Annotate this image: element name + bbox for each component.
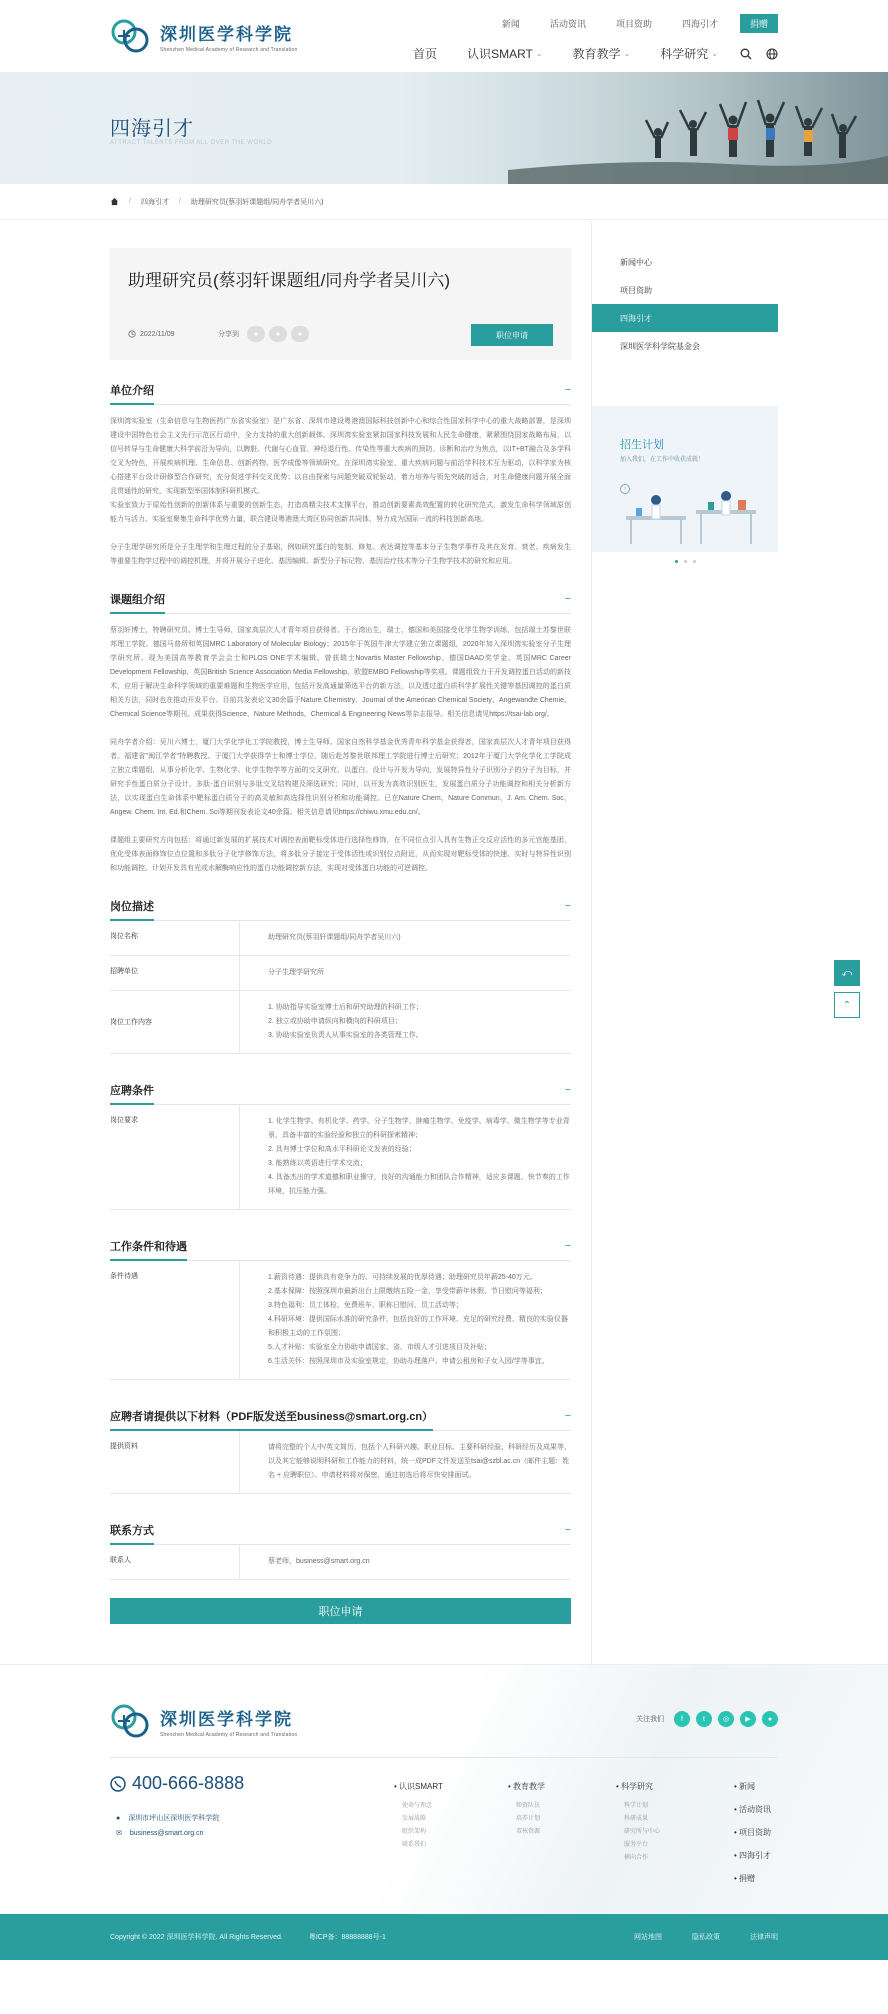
- phone-number: 400-666-8888: [132, 1773, 245, 1793]
- footer-link[interactable]: 培养计划: [516, 1816, 541, 1822]
- kv-key: 联系人: [110, 1545, 240, 1579]
- group-paragraph: 蔡羽轩博士，特聘研究员、博士生导师，国家高层次人才青年项目获得者。于台湾出生，瑞士、德国和美国接受化学生物学训练，包括瑞士苏黎世联邦理工学院、德国马普所和英国MRC Laboratory of Molecular Biology；2015年于英国牛津大学建立独立课题组，2020年加入深圳湾实验室分子生理学研究所。现为美国高等教育学会会士和PLOS ONE学术编辑。曾获瑞士Novartis Master Fellowship、德国DAAD奖学金、英国MRC Career Development Fellowship、英国British Science Association Media Fellowship、欧盟EMBO Fellowship等奖项。课题组致力于开发调控蛋白活动的新技术，应用于解决生命科学领域的重要难题和生物医学应用，包括开发高通量筛选平台的新方法，以及透过蛋白质科学扩展性关键等基因调控的蛋白质相关方法，同时也在推动开发平台。目前共发表论文30余篇于Nature Chemistry、Journal of the American Chemical Society、Angewandte Chemie、Chemical Science等期刊。成果获得Science、Nature Methods、Chemical & Engineering News等杂志报导。相关信息请见https://tsai-lab.org/。: [110, 627, 571, 718]
- arrow-right-icon[interactable]: ›: [620, 484, 630, 494]
- footer-email[interactable]: [116, 1829, 204, 1837]
- kv-value-line: 2.基本保障：按照深圳市最新出台上限缴纳五险一金，享受带薪年休假、节日慰问等福利；: [268, 1288, 547, 1295]
- kv-value-line: 4.科研环境：提供国际水准的研究条件，包括良好的工作环境、充足的研究经费、精良的实验仪器和积极主动的工作氛围；: [268, 1316, 568, 1337]
- footer-link[interactable]: 科学计划: [624, 1803, 649, 1809]
- chevron-down-icon: ⌄: [623, 49, 631, 58]
- collapse-icon[interactable]: −: [564, 593, 571, 605]
- top-link-funding[interactable]: 项目资助: [615, 19, 652, 29]
- section-unit-header[interactable]: [110, 382, 571, 405]
- footer-link[interactable]: 组织架构: [402, 1829, 427, 1835]
- nav-about[interactable]: [467, 45, 543, 62]
- breadcrumb: [0, 184, 888, 220]
- qq-share-icon[interactable]: ●: [291, 326, 309, 342]
- kv-row: [110, 956, 571, 991]
- footer-col-heading-label: 认识SMART: [399, 1782, 443, 1791]
- address-text: 深圳市坪山区深圳医学科学院: [128, 1815, 220, 1822]
- footer-quick-link-label: 捐赠: [739, 1874, 756, 1883]
- footer-link[interactable]: 科研成果: [624, 1816, 649, 1822]
- breadcrumb-separator: /: [129, 198, 131, 205]
- kv-key: 提供资料: [110, 1431, 240, 1493]
- footer-quick-link-label: 新闻: [739, 1782, 756, 1791]
- kv-value-line: 4. 具备杰出的学术道德和职业操守，良好的沟通能力和团队合作精神，适应多课题、快节奏的工作环境，抗压能力强。: [268, 1174, 570, 1195]
- kv-row: [110, 1105, 571, 1210]
- share-icon: ⤺: [841, 967, 853, 979]
- section-group: [110, 591, 571, 876]
- clock-icon: [128, 330, 136, 338]
- twitter-icon[interactable]: t: [696, 1711, 712, 1727]
- section-work-header[interactable]: [110, 1238, 571, 1261]
- kv-value: 请将完整的个人中/英文简历，包括个人科研兴趣、职业目标、主要科研经验、科研经历及成果等，以及其它能够说明科研和工作能力的材料，统一成PDF文件发送至tsai@szbl.ac.cn（邮件主题：姓名 + 应聘职位）。申请材料将对保密，通过初选后将尽快安排面试。: [268, 1444, 571, 1479]
- nav-about-label: 认识SMART: [467, 47, 533, 61]
- donate-button[interactable]: 捐赠: [740, 14, 778, 33]
- collapse-icon[interactable]: −: [564, 900, 571, 912]
- kv-value-line: 2. 独立或协助申请纵向和横向的科研项目；: [268, 1018, 402, 1025]
- section-materials: [110, 1408, 571, 1494]
- unit-paragraph: 深圳湾实验室（生命信息与生物医药广东省实验室）是广东省、深圳市建设粤港澳国际科技创新中心和综合性国家科学中心的重大战略部署，是深圳建设中国特色社会主义先行示范区行动中，全力支持的重大创新载体。深圳湾实验室紧扣国家科技发展和人民生命健康，紧紧围绕国家战略布局，以信号转导与生命健康大科学前沿为导向，以脾脏、代谢与心血管、神经退行性、传染性等重大疾病的预防、诊断和治疗为焦点，以IT+BT融合及多学科交叉为特色，开展疾病机理、生命信息、创新药物、医学成像等领域研究。在深圳湾实验室、重大疾病问题与前沿学科技术互为驱动，以科学家为核心搭建平台设计研修型合作研究，充分促进学科交叉优势；以自由探索与问题突破双轮驱动，着力培养与领先突破的适合，对生命健康问题开展全面且贯通性的研究，实现新型举国体制科研机模式。: [110, 418, 571, 495]
- logo-emblem-icon: [110, 1699, 154, 1743]
- footer-logo-chinese-name: 深圳医学科学院: [160, 1709, 293, 1730]
- chevron-down-icon: ⌄: [711, 49, 718, 58]
- kv-key: 岗位要求: [110, 1105, 240, 1209]
- apply-button-bottom[interactable]: 职位申请: [110, 1598, 571, 1624]
- footer-col-heading[interactable]: • 科学研究: [616, 1782, 654, 1791]
- kv-value-line: 3.特色福利：员工体检、免费班车、职称日慰问、员工活动等；: [268, 1302, 463, 1309]
- footer-logo[interactable]: [110, 1699, 297, 1743]
- top-link-news[interactable]: 新闻: [501, 19, 520, 29]
- nav-education-label: 教育教学: [572, 47, 621, 61]
- section-work-conditions: [110, 1238, 571, 1380]
- mail-icon: ✉: [116, 1830, 122, 1837]
- main-area: [0, 220, 888, 1664]
- section-requirements: [110, 1082, 571, 1210]
- kv-row: [110, 1545, 571, 1580]
- search-icon[interactable]: [740, 48, 752, 60]
- share-float-button[interactable]: [834, 960, 860, 986]
- footer-link[interactable]: 双核资源: [516, 1829, 541, 1835]
- kv-value: 助理研究员(蔡羽轩课题组/同舟学者吴川六): [268, 934, 401, 941]
- kv-value-line: 1. 协助指导实验室博士后和研究助理的科研工作；: [268, 1004, 423, 1011]
- footer-link[interactable]: 服务平台: [624, 1842, 649, 1848]
- footer-col-about: [394, 1781, 443, 1852]
- home-icon[interactable]: [110, 197, 119, 206]
- carousel-dot[interactable]: [684, 560, 687, 563]
- weibo-share-icon[interactable]: ●: [269, 326, 287, 342]
- footer-quick-link-label: 活动资讯: [739, 1805, 772, 1814]
- youtube-icon[interactable]: ▶: [740, 1711, 756, 1727]
- nav-research[interactable]: [660, 45, 718, 62]
- sidebar-item-talent[interactable]: 四海引才: [592, 304, 778, 332]
- section-group-header[interactable]: [110, 591, 571, 614]
- nav-home[interactable]: [413, 45, 437, 62]
- section-materials-title: 应聘者请提供以下材料（PDF版发送至business@smart.org.cn）: [110, 1408, 433, 1431]
- sitemap-link[interactable]: 网站地图: [634, 1934, 662, 1941]
- footer-link[interactable]: 横向合作: [624, 1855, 649, 1861]
- footer-quick-links: [734, 1781, 771, 1896]
- kv-key: 岗位工作内容: [110, 991, 240, 1053]
- group-paragraph: 课题组主要研究方向包括：将通过新发展的扩展技术对调控表面靶标受体进行选择性修饰，在不同位点引入具有生物正交反应活性的多元官能基团，优化受体表面修饰位点位置和多肽分子化学修饰方法，将多肽分子接定于受体活性或识别位点附近，从而实现对靶标受体的快速、实时与特异性识别和功能调控。计划开发具有光或水解酶响应性的蛋白功能调控新方法，实现对受体蛋白功能的可逆调控。: [110, 837, 571, 872]
- privacy-link[interactable]: 隐私政策: [692, 1934, 720, 1941]
- kv-key: 招聘单位: [110, 956, 240, 990]
- apply-button-top[interactable]: 职位申请: [471, 324, 553, 346]
- carousel-dot[interactable]: [675, 560, 678, 563]
- email-text: business@smart.org.cn: [129, 1829, 204, 1837]
- sidebar: [592, 220, 888, 1664]
- banner-people-illustration: [508, 72, 888, 184]
- kv-value-line: 3. 协助实验室负责人从事实验室的各类管理工作。: [268, 1032, 423, 1039]
- weibo-icon[interactable]: f: [674, 1711, 690, 1727]
- footer-quick-link[interactable]: • 捐赠: [734, 1874, 756, 1883]
- job-date-value: 2022/11/09: [140, 330, 175, 338]
- follow-label: 关注我们: [636, 1716, 664, 1723]
- legal-link[interactable]: 法律声明: [750, 1934, 778, 1941]
- kv-value: 蔡老师，business@smart.org.cn: [268, 1558, 370, 1565]
- carousel-dots: [592, 560, 778, 563]
- footer-quick-link-label: 项目资助: [739, 1828, 772, 1837]
- share-bar: [218, 326, 309, 342]
- banner-title: 四海引才: [110, 118, 194, 140]
- footer-quick-link-label: 四海引才: [739, 1851, 772, 1860]
- footer-link[interactable]: 联系我们: [402, 1842, 427, 1848]
- logo-english-name: Shenzhen Medical Academy of Research and Translation: [160, 46, 298, 53]
- unit-paragraph: 实验室致力于原始性创新的创新体系与重要的创新生态，打造高精尖技术支撑平台，推动创新要素高效配置的转化研究范式，激发生命科学领域原创能力与活力。实验室聚集生命科学优势力量，联合建设粤港澳大湾区协同创新共同体，努力成为国际一流的科技创新高地。: [110, 502, 571, 523]
- breadcrumb-talent[interactable]: 四海引才: [140, 198, 169, 206]
- footer-link[interactable]: 使命与理念: [402, 1803, 433, 1809]
- sidebar-item-foundation[interactable]: 深圳医学科学院基金会: [620, 341, 700, 351]
- footer-col-heading-label: 教育教学: [513, 1782, 546, 1791]
- footer-quick-link[interactable]: • 活动资讯: [734, 1805, 772, 1814]
- section-materials-header[interactable]: [110, 1408, 571, 1431]
- sidebar-item-funding[interactable]: 项目资助: [620, 285, 652, 295]
- footer-col-heading[interactable]: • 认识SMART: [394, 1782, 443, 1791]
- globe-icon[interactable]: [766, 48, 778, 60]
- job-content: [0, 220, 592, 1664]
- nav-education[interactable]: [573, 45, 631, 62]
- breadcrumb-separator: /: [178, 198, 181, 205]
- section-contact-title: 联系方式: [110, 1522, 154, 1545]
- job-header-card: [110, 248, 571, 360]
- footer-col-research: [616, 1781, 660, 1865]
- section-post-header[interactable]: [110, 898, 571, 921]
- collapse-icon[interactable]: −: [564, 1240, 571, 1252]
- share-label: 分享到: [218, 331, 239, 338]
- footer-phone[interactable]: [110, 1773, 244, 1794]
- wechat-share-icon[interactable]: ●: [247, 326, 265, 342]
- footer-bottom-bar: [0, 1914, 888, 1960]
- logo-chinese-name: 深圳医学科学院: [160, 24, 293, 45]
- nav-research-label: 科学研究: [660, 47, 709, 61]
- logo-emblem-icon: [110, 14, 154, 58]
- kv-row: [110, 921, 571, 956]
- nav-home-label: 首页: [413, 47, 438, 61]
- kv-value-line: 2. 具有博士学位和高水平科研论文发表的经验；: [268, 1146, 416, 1153]
- copyright-text: Copyright © 2022 深圳医学科学院. All Rights Reserved.: [110, 1934, 283, 1941]
- recruit-title-a: 招生: [620, 439, 642, 451]
- top-link-talent[interactable]: 四海引才: [681, 19, 718, 29]
- job-title: 助理研究员(蔡羽轩课题组/同舟学者吴川六): [128, 271, 451, 290]
- section-unit-title: 单位介绍: [110, 382, 154, 405]
- top-utility-nav: [472, 14, 778, 33]
- footer-col-heading-label: 科学研究: [621, 1782, 654, 1791]
- section-contact-header[interactable]: [110, 1522, 571, 1545]
- wechat-icon[interactable]: ●: [762, 1711, 778, 1727]
- site-footer: [0, 1664, 888, 1914]
- section-post-title: 岗位描述: [110, 898, 154, 921]
- legal-links: [634, 1932, 778, 1942]
- footer-link[interactable]: 师资队伍: [516, 1803, 541, 1809]
- recruit-title: [620, 436, 664, 452]
- lab-illustration: [616, 486, 766, 546]
- site-header: [0, 0, 888, 72]
- section-unit: [110, 382, 571, 569]
- page-banner: [0, 72, 888, 184]
- collapse-icon[interactable]: −: [564, 384, 571, 396]
- kv-key: 条件待遇: [110, 1261, 240, 1379]
- kv-row: [110, 1431, 571, 1494]
- banner-subtitle: ATTRACT TALENTS FROM ALL OVER THE WORLD: [110, 140, 273, 146]
- chevron-down-icon: ⌄: [535, 49, 543, 58]
- kv-value-line: 5.人才补贴：实验室全力协助申请国家、省、市级人才引进项目及补贴；: [268, 1344, 491, 1351]
- footer-link[interactable]: 发展战略: [402, 1816, 427, 1822]
- kv-key: 岗位名称: [110, 921, 240, 955]
- unit-paragraph: 分子生理学研究所是分子生理学和生理过程的分子基础，例如研究蛋白的复制、修复、表达调控等基本分子生物学事件及其在发育、衰老、疾病发生等重要生物学过程中的调控机理，并将开展分子进化、基因编辑、新型分子标记物、基因治疗技术等分子生物学技术的研究和应用。: [110, 544, 571, 565]
- footer-divider: [110, 1757, 778, 1758]
- kv-value: 分子生理学研究所: [268, 969, 324, 976]
- breadcrumb-current: 助理研究员(蔡羽轩课题组/同舟学者吴川六): [190, 198, 324, 206]
- footer-col-education: [508, 1781, 545, 1839]
- kv-value-line: 1.薪资待遇：提供具有竞争力的、可持续发展的优厚待遇；助理研究员年薪25-40万元。: [268, 1274, 537, 1281]
- footer-quick-link[interactable]: • 项目资助: [734, 1828, 772, 1837]
- section-contact: [110, 1522, 571, 1580]
- recruit-subtitle: 加入我们，在工作中收获成就！: [620, 457, 705, 463]
- section-post: [110, 898, 571, 1054]
- carousel-dot[interactable]: [693, 560, 696, 563]
- footer-address: [116, 1813, 219, 1823]
- back-to-top-button[interactable]: [834, 992, 860, 1018]
- site-logo[interactable]: [110, 14, 297, 58]
- kv-value-line: 6.生活关怀：按照深圳市及实验室规定，协助办理落户、申请公租房和子女入园/学等事宜。: [268, 1358, 549, 1365]
- collapse-icon[interactable]: −: [564, 1524, 571, 1536]
- kv-value-line: 3. 能熟练以英语进行学术交流；: [268, 1160, 367, 1167]
- instagram-icon[interactable]: ◎: [718, 1711, 734, 1727]
- double-chevron-up-icon: ⌃: [842, 999, 852, 1011]
- follow-us: [636, 1711, 778, 1727]
- section-group-title: 课题组介绍: [110, 591, 165, 614]
- footer-link[interactable]: 研究所与中心: [624, 1829, 661, 1835]
- main-nav: [383, 45, 778, 62]
- phone-icon: [110, 1776, 126, 1792]
- collapse-icon[interactable]: −: [564, 1084, 571, 1096]
- footer-col-heading[interactable]: • 教育教学: [508, 1782, 546, 1791]
- group-paragraph: 同舟学者介绍：吴川六博士，厦门大学化学化工学院教授，博士生导师。国家自然科学基金优秀青年科学基金获得者，国家高层次人才青年项目获得者。福建省"闽江学者"特聘教授。于厦门大学获得学士和博士学位，随后赴苏黎世联邦理工学院进行博士后研究；2012年于厦门大学化学化工学院成立独立课题组，从事分析化学、生物化学、化学生物学等方面的交叉研究，以蛋白、设计与开发为导向，发展特异性分子识别分子的分子为目标，并研究手性蛋白质分子设计、多肽-蛋白识别与多肽交叉结构建及筛选研究；同时，以开发为高效识别医生，发展蛋白质分子功能调控和相关分析新方法，以实现蛋白生命体系中靶标蛋白质分子的高灵敏和高选择性识别分析和功能调控。已在Nature Chem、Nature Commun、J. Am. Chem. Soc、Angew. Chem. Int. Ed.和Chem. Sci等期刊发表论文40余篇。相关信息请见https://chiwu.xmu.edu.cn/。: [110, 739, 571, 816]
- footer-quick-link[interactable]: • 新闻: [734, 1782, 756, 1791]
- section-requirements-header[interactable]: [110, 1082, 571, 1105]
- collapse-icon[interactable]: −: [564, 1410, 571, 1422]
- footer-quick-link[interactable]: • 四海引才: [734, 1851, 772, 1860]
- sidebar-item-news[interactable]: 新闻中心: [620, 257, 652, 267]
- kv-row: [110, 1261, 571, 1380]
- section-requirements-title: 应聘条件: [110, 1082, 154, 1105]
- recruit-title-b: 计划: [642, 439, 664, 451]
- kv-row: [110, 991, 571, 1054]
- kv-value-line: 1. 化学生物学、有机化学、药学、分子生物学、肿瘤生物学、免疫学、病毒学、微生物学等专业背景，具备丰富的实验经验和独立的科研探索精神；: [268, 1118, 570, 1139]
- footer-logo-english-name: Shenzhen Medical Academy of Research and Translation: [160, 1731, 298, 1738]
- top-link-events[interactable]: 活动资讯: [549, 19, 586, 29]
- job-date: [128, 330, 175, 338]
- icp-text[interactable]: 粤ICP备：88888888号-1: [308, 1934, 386, 1941]
- recruit-plan-banner[interactable]: [592, 406, 778, 552]
- section-work-title: 工作条件和待遇: [110, 1238, 187, 1261]
- location-pin-icon: ●: [116, 1814, 121, 1822]
